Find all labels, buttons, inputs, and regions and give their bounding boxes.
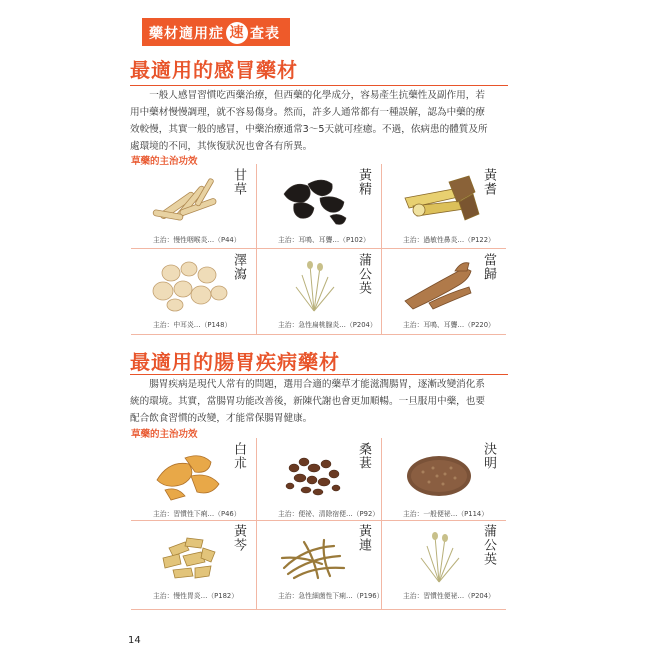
scutellaria-pieces-icon	[149, 528, 231, 584]
herb-card	[381, 520, 506, 605]
mulberry-dried-icon	[274, 446, 356, 502]
angelica-root-icon	[399, 257, 481, 313]
paragraph-line: 一般人感冒習慣吃西藥治療，但西藥的化學成分，容易產生抗藥性及副作用，若	[149, 90, 485, 101]
herb-name: 黃芩	[231, 524, 246, 552]
dandelion-plant-icon	[399, 528, 481, 584]
herb-name: 黃連	[356, 524, 371, 552]
herb-name: 澤瀉	[231, 253, 246, 281]
polygonatum-dark-pieces-icon	[274, 172, 356, 228]
herb-use: 主治：急性細菌性下痢…（P196）	[278, 592, 384, 600]
herb-use: 主治：一般便祕…（P114）	[403, 510, 489, 518]
herb-use: 主治：慢性胃炎…（P182）	[153, 592, 239, 600]
herb-card	[256, 164, 381, 249]
subheading-digestive: 草藥的主治功效	[131, 429, 198, 440]
coptis-roots-icon	[274, 528, 356, 584]
herb-use: 主治：耳鳴、耳聾…（P220）	[403, 321, 495, 329]
herb-card	[256, 249, 381, 334]
herb-grid-digestive	[131, 438, 506, 610]
herb-name: 決明	[481, 442, 496, 470]
dandelion-plant-icon	[274, 257, 356, 313]
herb-card	[381, 438, 506, 523]
herb-use: 主治：慢性咽喉炎…（P44）	[153, 236, 241, 244]
herb-card	[131, 249, 256, 334]
section-paragraph-digestive	[130, 376, 508, 427]
section-rule-cold	[130, 85, 508, 86]
herb-name: 桑葚	[356, 442, 371, 470]
herb-name: 白朮	[231, 442, 246, 470]
herb-card	[256, 438, 381, 523]
herb-use: 主治：過敏性鼻炎…（P122）	[403, 236, 495, 244]
licorice-slices-icon	[149, 172, 231, 228]
paragraph-line: 腸胃疾病是現代人常有的問題，選用合適的藥草才能滋潤腸胃，逐漸改變消化系	[149, 379, 485, 390]
herb-use: 主治：習慣性下痢…（P46）	[153, 510, 241, 518]
subheading-cold: 草藥的主治功效	[131, 156, 198, 167]
herb-grid-cold	[131, 164, 506, 336]
herb-name: 甘草	[231, 168, 246, 196]
header-banner	[0, 18, 300, 46]
herb-card	[131, 520, 256, 605]
herb-name: 蒲公英	[481, 524, 496, 566]
herb-name: 黃耆	[481, 168, 496, 196]
herb-use: 主治：習慣性便祕…（P204）	[403, 592, 495, 600]
section-paragraph-cold	[130, 87, 508, 155]
header-title	[149, 23, 280, 45]
header-title-end: 查表	[250, 26, 280, 42]
paragraph-line: 用中藥材慢慢調理，就不容易傷身。然而，許多人通常都有一種誤解，認為中藥的療	[130, 107, 485, 118]
herb-use: 主治：便祕、清除宿便…（P92）	[278, 510, 380, 518]
section-title-cold: 最適用的感冒藥材	[130, 58, 298, 82]
herb-use: 主治：中耳炎…（P148）	[153, 321, 232, 329]
grid-divider	[131, 609, 506, 610]
herb-use: 主治：急性扁桃腺炎…（P204）	[278, 321, 377, 329]
cassia-seeds-icon	[399, 446, 481, 502]
herb-card	[256, 520, 384, 605]
paragraph-line: 統的環境。其實，當腸胃功能改善後，新陳代謝也會更加順暢。一旦服用中藥，也要	[130, 396, 485, 407]
paragraph-line: 效較慢，其實一般的感冒，中藥治療通常3～5天就可痊癒。不過，依病患的體質及所	[130, 124, 488, 135]
herb-card	[131, 164, 256, 249]
section-title-digestive: 最適用的腸胃疾病藥材	[130, 350, 340, 374]
section-rule-digestive	[130, 374, 508, 375]
herb-use: 主治：耳鳴、耳聾…（P102）	[278, 236, 370, 244]
page-number: 14	[128, 635, 141, 646]
herb-name: 當歸	[481, 253, 496, 281]
astragalus-slices-icon	[399, 172, 481, 228]
paragraph-line: 處環境的不同，其恢復狀況也會各有所異。	[130, 141, 313, 152]
herb-name: 蒲公英	[356, 253, 371, 295]
grid-divider	[131, 334, 506, 335]
atractylodes-pieces-icon	[149, 446, 231, 502]
alisma-discs-icon	[149, 257, 231, 313]
header-title-start: 藥材適用症	[149, 26, 224, 42]
herb-card	[131, 438, 256, 523]
herb-card	[381, 249, 506, 334]
herb-name: 黃精	[356, 168, 371, 196]
header-circle-char: 速	[226, 22, 248, 44]
paragraph-line: 配合飲食習慣的改變，才能常保腸胃健康。	[130, 413, 313, 424]
herb-card	[381, 164, 506, 249]
